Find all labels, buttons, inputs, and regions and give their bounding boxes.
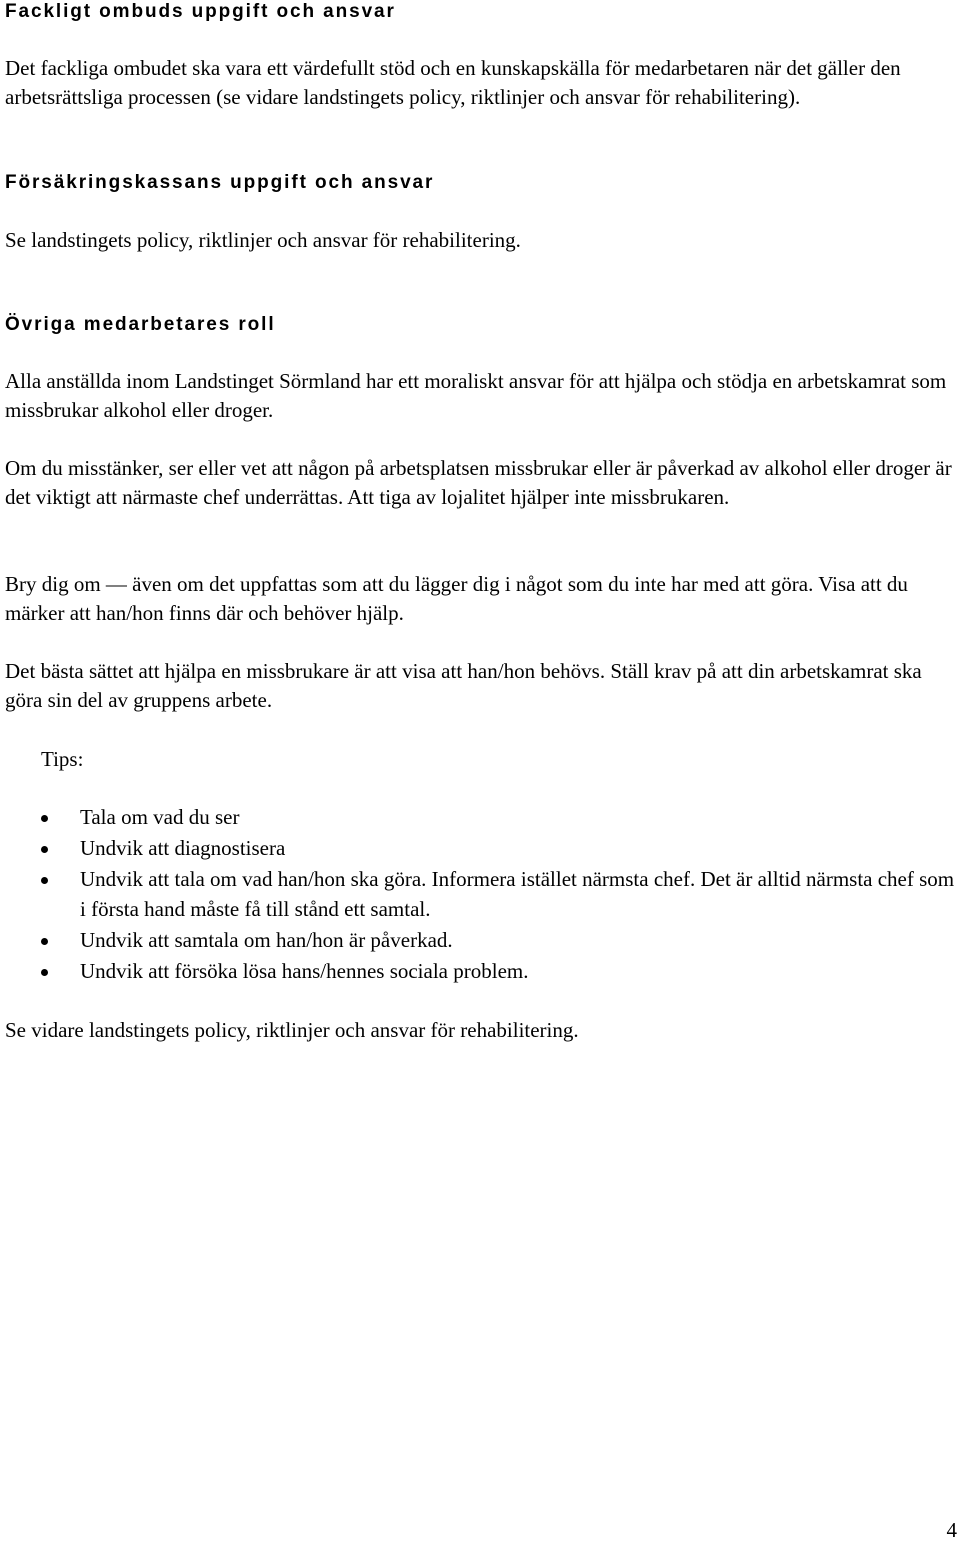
bullet-icon <box>41 877 48 884</box>
paragraph-forsakringskassan: Se landstingets policy, riktlinjer och ansvar för rehabilitering. <box>5 228 521 252</box>
paragraph-ovriga-3: Bry dig om — även om det uppfattas som att du lägger dig i något som du inte har med att göra. Visa att du märker att han/hon finns där och behöver hjälp. <box>5 572 908 625</box>
list-item <box>5 834 955 864</box>
list-item <box>5 957 955 987</box>
tips-label: Tips: <box>41 747 84 771</box>
heading-fackligt-ombud: Fackligt ombuds uppgift och ansvar <box>5 1 396 22</box>
paragraph-closing: Se vidare landstingets policy, riktlinjer och ansvar för rehabilitering. <box>5 1018 579 1042</box>
list-item-text: Undvik att tala om vad han/hon ska göra. Informera istället närmsta chef. Det är alltid närmsta chef som i första hand måste få till stånd ett samtal. <box>80 867 955 921</box>
heading-forsakringskassan: Försäkringskassans uppgift och ansvar <box>5 172 435 193</box>
paragraph-fackligt-ombud: Det fackliga ombudet ska vara ett värdefullt stöd och en kunskapskälla för medarbetaren när det gäller den arbetsrättsliga processen (se vidare landstingets policy, riktlinjer och ansvar för rehabilitering). <box>5 56 901 109</box>
bullet-icon <box>41 815 48 822</box>
list-item-text: Undvik att samtala om han/hon är påverkad. <box>80 927 453 952</box>
heading-ovriga-medarbetare: Övriga medarbetares roll <box>5 314 276 335</box>
paragraph-ovriga-2: Om du misstänker, ser eller vet att någon på arbetsplatsen missbrukar eller är påverkad av alkohol eller droger är det viktigt att närmaste chef underrättas. Att tiga av lojalitet hjälper inte missbrukaren. <box>5 456 952 509</box>
list-item-text: Tala om vad du ser <box>80 805 240 829</box>
list-item <box>5 803 955 833</box>
list-item <box>5 926 955 956</box>
list-item-text: Undvik att diagnostisera <box>80 836 286 860</box>
paragraph-ovriga-1: Alla anställda inom Landstinget Sörmland har ett moraliskt ansvar för att hjälpa och stödja en arbetskamrat som missbrukar alkohol eller droger. <box>5 369 947 422</box>
paragraph-ovriga-4: Det bästa sättet att hjälpa en missbrukare är att visa att han/hon behövs. Ställ krav på att din arbetskamrat ska göra sin del av gruppens arbete. <box>5 659 922 712</box>
bullet-icon <box>41 846 48 853</box>
list-item <box>5 865 955 924</box>
page-number: 4 <box>946 1518 957 1542</box>
list-item-text: Undvik att försöka lösa hans/hennes sociala problem. <box>80 958 529 983</box>
bullet-icon <box>41 969 48 976</box>
bullet-icon <box>41 938 48 945</box>
tips-list <box>5 803 955 988</box>
